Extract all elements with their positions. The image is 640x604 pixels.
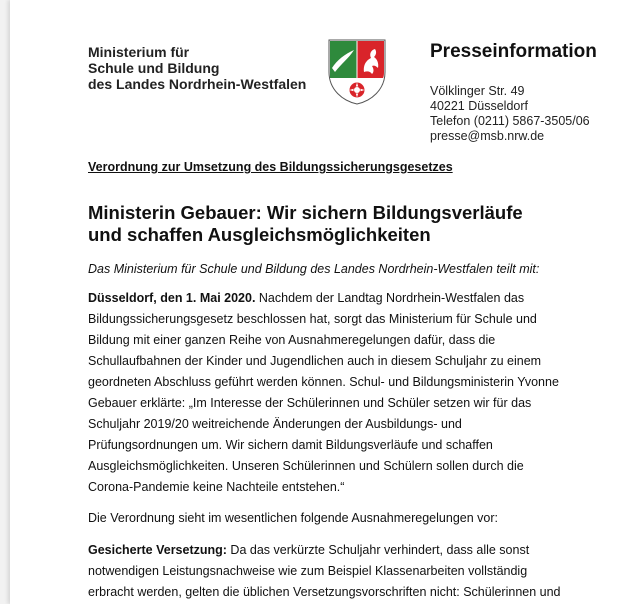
paragraph-line: notwendigen Leistungsnachweise wie zum Beispiel Klassenarbeiten vollständig xyxy=(88,564,528,578)
subject-line: Verordnung zur Umsetzung des Bildungssicherungsgesetzes xyxy=(88,160,453,174)
paragraph-line xyxy=(88,540,618,561)
nrw-coat-of-arms-icon xyxy=(327,38,387,106)
paragraph-line: Bildungssicherungsgesetz beschlossen hat, sorgt das Ministerium für Schule und xyxy=(88,312,537,326)
paragraph-line: Schuljahr 2019/20 weitreichende Änderungen der Ausbildungs- und xyxy=(88,417,462,431)
paragraph-line xyxy=(88,288,618,309)
contact-address xyxy=(430,84,590,144)
address-line: Telefon (0211) 5867-3505/06 xyxy=(430,114,590,128)
paragraph-main xyxy=(88,288,618,498)
paragraph-promotion xyxy=(88,540,618,603)
headline xyxy=(88,202,608,246)
paragraph-line: erbracht werden, gelten die üblichen Versetzungsvorschriften nicht: Schülerinnen und xyxy=(88,585,561,599)
document-page xyxy=(10,0,640,604)
headline-line: Ministerin Gebauer: Wir sichern Bildungsverläufe xyxy=(88,202,523,223)
paragraph-line: Schullaufbahnen der Kinder und Jugendlichen auch in diesem Schuljahr zu einem xyxy=(88,354,542,368)
paragraph-line: Prüfungsordnungen um. Wir sichern damit Bildungsverläufe und schaffen xyxy=(88,438,493,452)
headline-line: und schaffen Ausgleichsmöglichkeiten xyxy=(88,224,431,245)
paragraph-line: Corona-Pandemie keine Nachteile entstehen.“ xyxy=(88,480,345,494)
paragraph-text: Da das verkürzte Schuljahr verhindert, dass alle sonst xyxy=(226,543,530,557)
ministry-name xyxy=(88,44,306,92)
paragraph-line: Die Verordnung sieht im wesentlichen folgende Ausnahmeregelungen vor: xyxy=(88,511,498,525)
paragraph-line: Bildung mit einer ganzen Reihe von Ausnahmeregelungen dafür, dass die xyxy=(88,333,496,347)
press-title: Presseinformation xyxy=(430,41,597,62)
paragraph-line: geordneten Abschluss geführt werden können. Schul- und Bildungsministerin Yvonne xyxy=(88,375,559,389)
ministry-line: Ministerium für xyxy=(88,44,190,60)
lead-sentence: Das Ministerium für Schule und Bildung des Landes Nordrhein-Westfalen teilt mit: xyxy=(88,262,540,276)
ministry-line: des Landes Nordrhein-Westfalen xyxy=(88,76,307,92)
ministry-line: Schule und Bildung xyxy=(88,60,220,76)
paragraph-line: Ausgleichsmöglichkeiten. Unseren Schülerinnen und Schülern sollen durch die xyxy=(88,459,524,473)
email-link[interactable]: presse@msb.nrw.de xyxy=(430,129,545,143)
address-line: Völklinger Str. 49 xyxy=(430,84,525,98)
section-label: Gesicherte Versetzung: xyxy=(88,543,227,557)
paragraph-line: Gebauer erklärte: „Im Interesse der Schülerinnen und Schüler setzen wir für das xyxy=(88,396,532,410)
address-line: 40221 Düsseldorf xyxy=(430,99,528,113)
paragraph-intro-regulations xyxy=(88,508,618,529)
paragraph-text: Nachdem der Landtag Nordrhein-Westfalen das xyxy=(255,291,525,305)
dateline: Düsseldorf, den 1. Mai 2020. xyxy=(88,291,256,305)
